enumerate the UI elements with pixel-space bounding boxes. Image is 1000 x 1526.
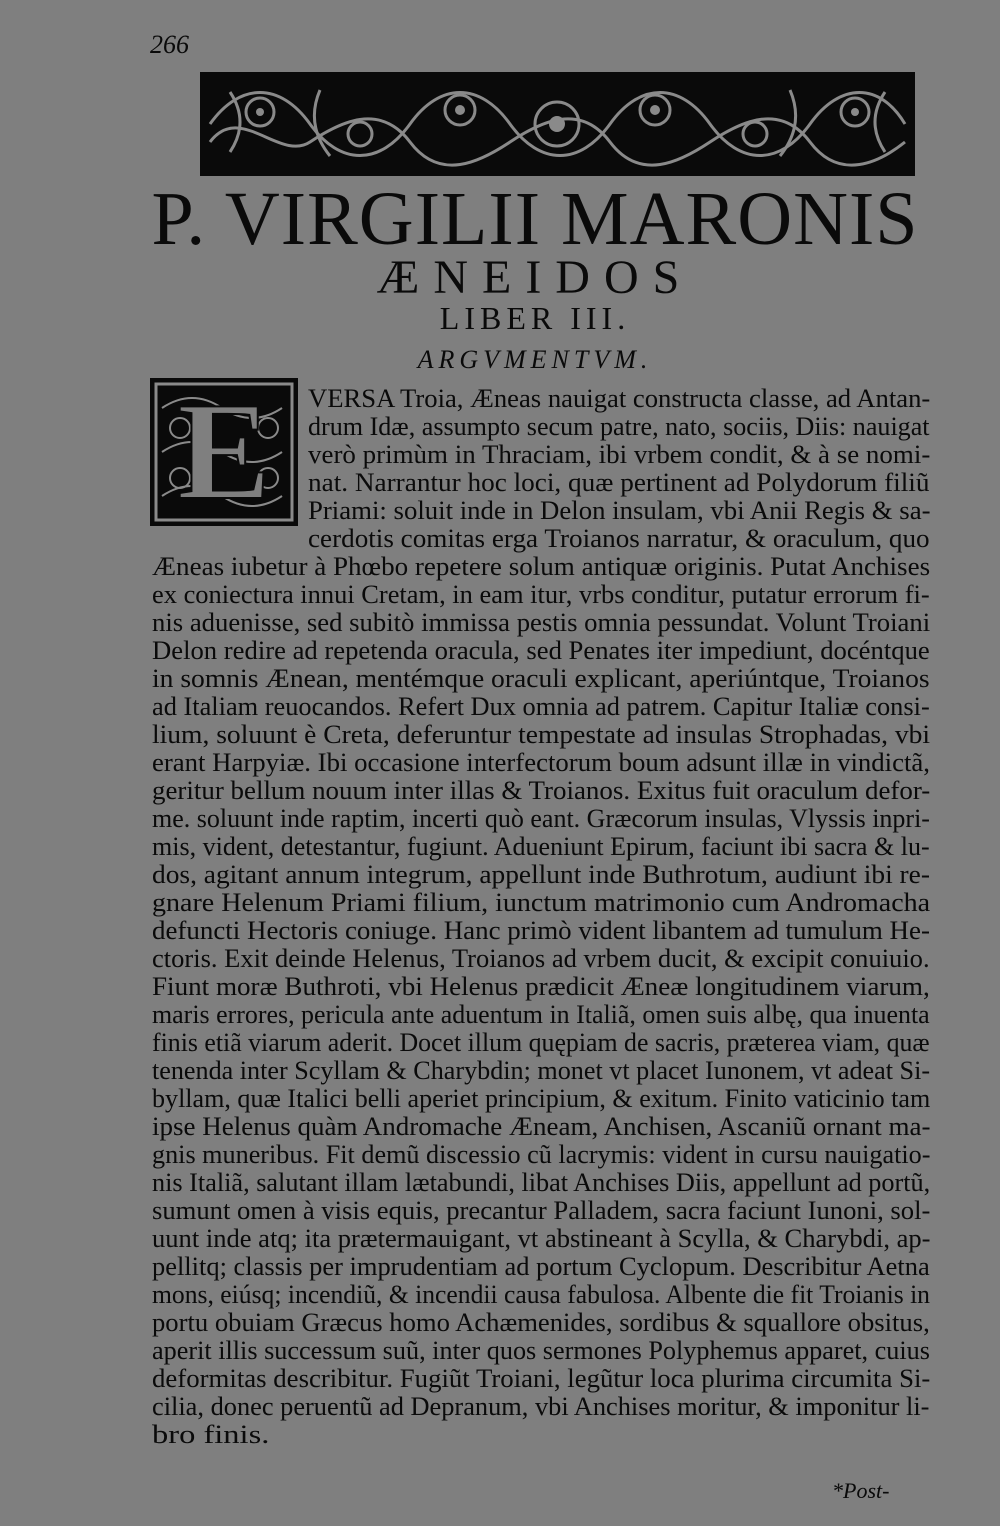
text-line: finis etiã viarum aderit. Docet illum quępiam de sacris, præterea viam, quæ xyxy=(152,1028,930,1057)
text-line: Priami: soluit inde in Delon insulam, vbi Anii Regis & sa- xyxy=(308,496,931,525)
text-line: defuncti Hectoris coniuge. Hanc primò vident libantem ad tumulum He- xyxy=(152,916,930,945)
decorated-initial xyxy=(150,374,298,529)
text-line: ctoris. Exit deinde Helenus, Troianos ad vrbem ducit, & excipit conuiuio. xyxy=(152,944,930,973)
page-number: 266 xyxy=(150,30,189,59)
text-line: ipse Helenus quàm Andromache Æneam, Anchisen, Ascaniũ ornant ma- xyxy=(152,1112,931,1141)
text-line: sumunt omen à visis equis, precantur Palladem, sacra faciunt Iunoni, sol- xyxy=(152,1196,931,1225)
text-line: nat. Narrantur hoc loci, quæ pertinent ad Polydorum filiũ xyxy=(308,468,930,497)
text-line: bro finis. xyxy=(152,1420,270,1449)
text-line: drum Idæ, assumpto secum patre, nato, sociis, Diis: nauigat xyxy=(308,412,930,441)
work-subtitle: ÆNEIDOS xyxy=(376,251,694,304)
text-line: Æneas iubetur à Phœbo repetere solum antiquæ originis. Putat Anchises xyxy=(152,552,931,581)
text-line: nis aduenisse, sed subitò immissa pestis omnia pessundat. Volunt Troiani xyxy=(152,608,931,637)
text-line: gnare Helenum Priami filium, iunctum matrimonio cum Andromacha xyxy=(152,888,931,917)
text-line: Delon redire ad repetenda oracula, sed Penates iter impediunt, docéntque xyxy=(152,636,930,665)
argument-heading: ARGVMENTVM. xyxy=(417,345,653,374)
text-line: erant Harpyiæ. Ibi occasione interfectorum boum adsunt illæ in vindictã, xyxy=(152,748,930,777)
text-line: me. soluunt inde raptim, incerti quò eant. Græcorum insulas, Vlyssis inpri- xyxy=(152,804,930,833)
text-line: ad Italiam reuocandos. Refert Dux omnia ad patrem. Capitur Italiæ consi- xyxy=(152,692,930,721)
ornamental-headpiece xyxy=(200,72,915,176)
text-line: cerdotis comitas erga Troianos narratur, & oraculum, quo xyxy=(308,524,930,553)
text-line: nis Italiã, salutant illam lætabundi, libat Anchises Diis, appellunt ad portũ, xyxy=(152,1168,931,1197)
page-title: P. VIRGILII MARONIS xyxy=(151,177,919,261)
text-line: gnis muneribus. Fit demũ discessio cũ lacrymis: vident in cursu nauigatio- xyxy=(152,1140,931,1169)
text-line: VERSA Troia, Æneas nauigat constructa classe, ad Antan- xyxy=(308,384,931,413)
text-line: pellitq; classis per imprudentiam ad portum Cyclopum. Describitur Aetna xyxy=(152,1252,930,1281)
text-line: ex coniectura innui Cretam, in eam itur, vrbs conditur, putatur errorum fi- xyxy=(152,580,930,609)
text-line: in somnis Ænean, mentémque oraculi explicant, aperiúntque, Troianos xyxy=(152,664,930,693)
text-line: maris errores, pericula ante aduentum in Italiã, omen suis albę, qua inuenta xyxy=(152,1000,930,1029)
text-line: mis, vident, detestantur, fugiunt. Adueniunt Epirum, faciunt ibi sacra & lu- xyxy=(152,832,930,861)
book-heading: LIBER III. xyxy=(439,300,631,336)
text-line: tenenda inter Scyllam & Charybdin; monet vt placet Iunonem, vt adeat Si- xyxy=(152,1056,931,1085)
text-line: cilia, donec peruentũ ad Depranum, vbi Anchises moritur, & imponitur li- xyxy=(152,1392,930,1421)
initial-letter: E xyxy=(177,374,271,529)
text-line: dos, agitant annum integrum, appellunt inde Buthrotum, audiunt ibi re- xyxy=(152,860,930,889)
text-line: lium, soluunt è Creta, deferuntur tempestate ad insulas Strophadas, vbi xyxy=(152,720,931,749)
text-line: byllam, quæ Italici belli aperiet principium, & exitum. Finito vaticinio tam xyxy=(152,1084,931,1113)
text-line: Fiunt moræ Buthroti, vbi Helenus prædicit Æneæ longitudinem viarum, xyxy=(152,972,930,1001)
text-line: mons, eiúsq; incendiũ, & incendii causa fabulosa. Albente die fit Troianis in xyxy=(152,1280,930,1309)
text-line: geritur bellum nouum inter illas & Troianos. Exitus fuit oraculum defor- xyxy=(152,776,931,805)
text-line: verò primùm in Thraciam, ibi vrbem condit, & à se nomi- xyxy=(308,440,931,469)
catchword: *Post- xyxy=(832,1478,890,1503)
text-line: uunt inde atq; ita prætermauigant, vt abstineant à Scylla, & Charybdi, ap- xyxy=(152,1224,931,1253)
text-line: aperit illis successum suũ, inter quos sermones Polyphemus apparet, cuius xyxy=(152,1336,930,1365)
text-line: portu obuiam Græcus homo Achæmenides, sordibus & squallore obsitus, xyxy=(152,1308,930,1337)
text-line: deformitas describitur. Fugiũt Troiani, legũtur loca plurima circumita Si- xyxy=(152,1364,931,1393)
